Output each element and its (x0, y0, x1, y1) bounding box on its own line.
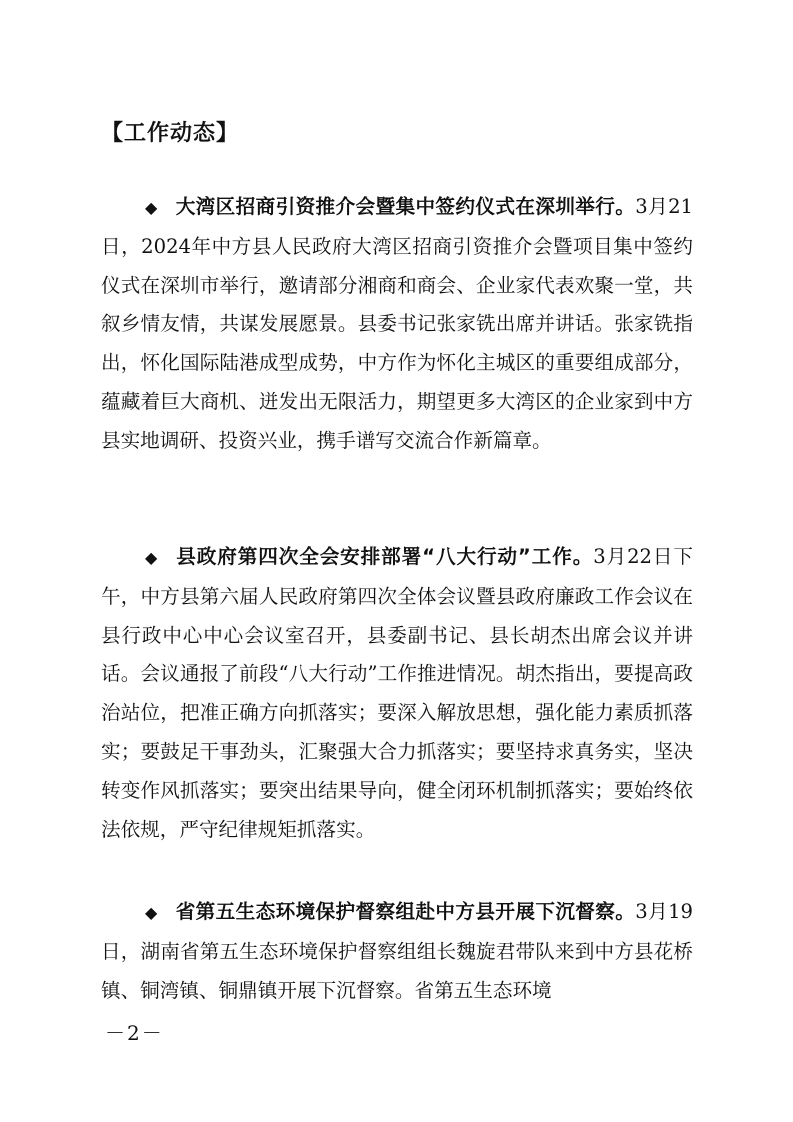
news-item (101, 893, 693, 1010)
news-body: 3月22日下午，中方县第六届人民政府第四次全体会议暨县政府廉政工作会议在县行政中心中心会议室召开，县委副书记、县长胡杰出席会议并讲话。会议通报了前段“八大行动”工作推进情况。胡杰指出，要提高政治站位，把准正确方向抓落实；要深入解放思想，强化能力素质抓落实；要鼓足干事劲头，汇聚强大合力抓落实；要坚持求真务实，坚决转变作风抓落实；要突出结果导向，健全闭环机制抓落实；要始终依法依规，严守纪律规矩抓落实。 (101, 545, 693, 841)
news-headline: 省第五生态环境保护督察组赴中方县开展下沉督察。 (175, 900, 636, 923)
diamond-bullet-icon: ◆ (145, 548, 159, 567)
page-number: －2－ (105, 1021, 164, 1045)
news-item (101, 538, 693, 849)
news-headline: 大湾区招商引资推介会暨集中签约仪式在深圳举行。 (175, 195, 636, 218)
news-item (101, 188, 693, 461)
diamond-bullet-icon: ◆ (145, 198, 158, 217)
diamond-bullet-icon: ◆ (145, 903, 158, 922)
news-body: 3月19日，湖南省第五生态环境保护督察组组长魏旋君带队来到中方县花桥镇、铜湾镇、铜鼎镇开展下沉督察。省第五生态环境 (101, 900, 693, 1002)
news-body: 3月21日，2024年中方县人民政府大湾区招商引资推介会暨项目集中签约仪式在深圳市举行，邀请部分湘商和商会、企业家代表欢聚一堂，共叙乡情友情，共谋发展愿景。县委书记张家铣出席并讲话。张家铣指出，怀化国际陆港成型成势，中方作为怀化主城区的重要组成部分，蕴藏着巨大商机、迸发出无限活力，期望更多大湾区的企业家到中方县实地调研、投资兴业，携手谱写交流合作新篇章。 (101, 195, 693, 452)
news-headline: 县政府第四次全会安排部署“八大行动”工作。 (176, 545, 594, 568)
section-title: 【工作动态】 (101, 121, 240, 146)
